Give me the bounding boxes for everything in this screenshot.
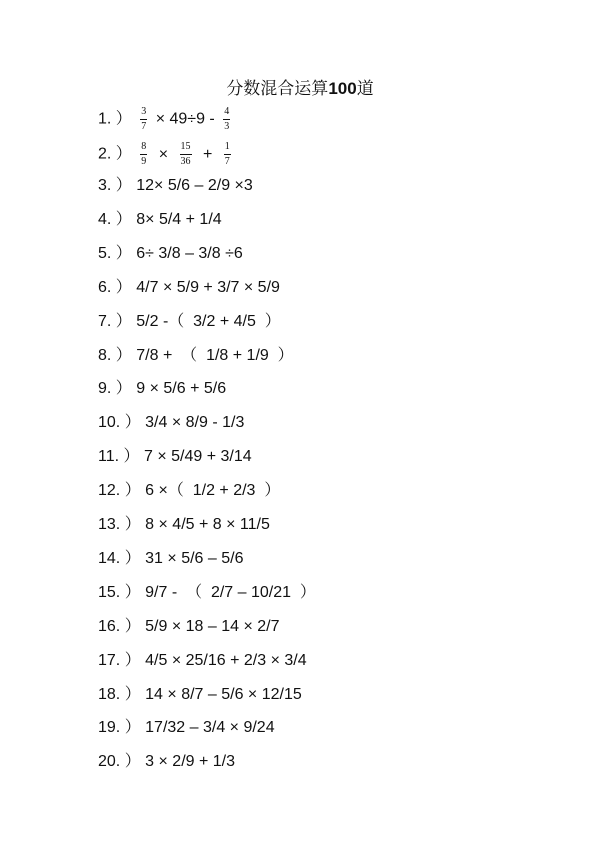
- problem-number: 4. ）: [98, 211, 132, 228]
- problem-expression: 8× 5/4 + 1/4: [136, 211, 222, 228]
- fraction: [224, 141, 231, 168]
- denominator: 36: [180, 156, 191, 167]
- problem-7: [98, 312, 281, 332]
- problem-expression: 4/5 × 25/16 + 2/3 × 3/4: [145, 652, 307, 669]
- problem-number: 8. ）: [98, 347, 132, 364]
- problem-expression: 14 × 8/7 – 5/6 × 12/15: [145, 686, 302, 703]
- numerator: 8: [140, 141, 147, 155]
- problem-11: [98, 447, 252, 467]
- problem-2: [98, 141, 235, 168]
- problem-8: [98, 346, 294, 366]
- problem-expression: 7 × 5/49 + 3/14: [143, 448, 252, 465]
- problem-number: 20. ）: [98, 753, 141, 770]
- problem-13: [98, 515, 270, 535]
- problem-expression: 6 ×（ 1/2 + 2/3 ）: [145, 482, 281, 499]
- problem-expression: 17/32 – 3/4 × 9/24: [145, 719, 275, 736]
- problem-number: 12. ）: [98, 482, 141, 499]
- title-count: 100: [328, 79, 357, 98]
- numerator: 3: [140, 106, 147, 120]
- title-text: 分数混合运算: [226, 79, 329, 99]
- problem-expression: 7/8 + （ 1/8 + 1/9 ）: [136, 347, 294, 364]
- problem-6: [98, 278, 280, 298]
- problem-number: 17. ）: [98, 652, 141, 669]
- page-title: [0, 74, 600, 99]
- fraction: [140, 141, 147, 168]
- problem-number: 19. ）: [98, 719, 141, 736]
- problem-9: [98, 379, 226, 399]
- denominator: 7: [224, 156, 230, 167]
- fraction: [223, 106, 230, 133]
- problem-expression: 5/9 × 18 – 14 × 2/7: [145, 618, 280, 635]
- denominator: 7: [141, 121, 147, 132]
- problem-expression: 3 × 2/9 + 1/3: [145, 753, 236, 770]
- fraction: [180, 141, 192, 168]
- problem-number: 14. ）: [98, 550, 141, 567]
- problem-expression: 6÷ 3/8 – 3/8 ÷6: [136, 245, 243, 262]
- problem-expression: 12× 5/6 – 2/9 ×3: [136, 177, 253, 194]
- operator: +: [202, 145, 213, 163]
- problem-expression: 9/7 - （ 2/7 – 10/21 ）: [145, 584, 316, 601]
- problem-14: [98, 549, 243, 569]
- expression-middle: × 49÷9 -: [155, 110, 215, 128]
- problem-expression: 31 × 5/6 – 5/6: [145, 550, 244, 567]
- title-suffix: 道: [356, 79, 374, 99]
- denominator: 9: [141, 156, 147, 167]
- problem-number: 1. ）: [98, 110, 132, 128]
- fraction: [140, 106, 147, 133]
- problem-1: [98, 106, 234, 133]
- problem-expression: 4/7 × 5/9 + 3/7 × 5/9: [136, 279, 280, 296]
- problem-expression: 9 × 5/6 + 5/6: [136, 380, 227, 397]
- problem-number: 13. ）: [98, 516, 141, 533]
- problem-expression: 8 × 4/5 + 8 × 11/5: [145, 516, 270, 533]
- problem-16: [98, 617, 280, 637]
- problem-number: 3. ）: [98, 177, 132, 194]
- problem-number: 7. ）: [98, 313, 132, 330]
- problem-number: 6. ）: [98, 279, 132, 296]
- problem-number: 15. ）: [98, 584, 141, 601]
- numerator: 1: [224, 141, 231, 155]
- problem-10: [98, 413, 244, 433]
- problem-4: [98, 210, 222, 230]
- problem-number: 10. ）: [98, 414, 141, 431]
- numerator: 15: [180, 141, 192, 155]
- denominator: 3: [224, 121, 230, 132]
- problem-5: [98, 244, 243, 264]
- problem-18: [98, 685, 302, 705]
- problem-number: 2. ）: [98, 145, 132, 163]
- operator: ×: [158, 145, 169, 163]
- problem-number: 18. ）: [98, 686, 141, 703]
- problem-15: [98, 583, 316, 603]
- problem-3: [98, 176, 253, 196]
- problem-number: 5. ）: [98, 245, 132, 262]
- problem-19: [98, 718, 275, 738]
- problem-number: 16. ）: [98, 618, 141, 635]
- numerator: 4: [223, 106, 230, 120]
- problem-number: 11. ）: [98, 448, 140, 465]
- problem-20: [98, 752, 235, 772]
- problem-17: [98, 651, 307, 671]
- problem-expression: 5/2 -（ 3/2 + 4/5 ）: [136, 313, 281, 330]
- problem-expression: 3/4 × 8/9 - 1/3: [145, 414, 245, 431]
- problem-12: [98, 481, 280, 501]
- problem-number: 9. ）: [98, 380, 132, 397]
